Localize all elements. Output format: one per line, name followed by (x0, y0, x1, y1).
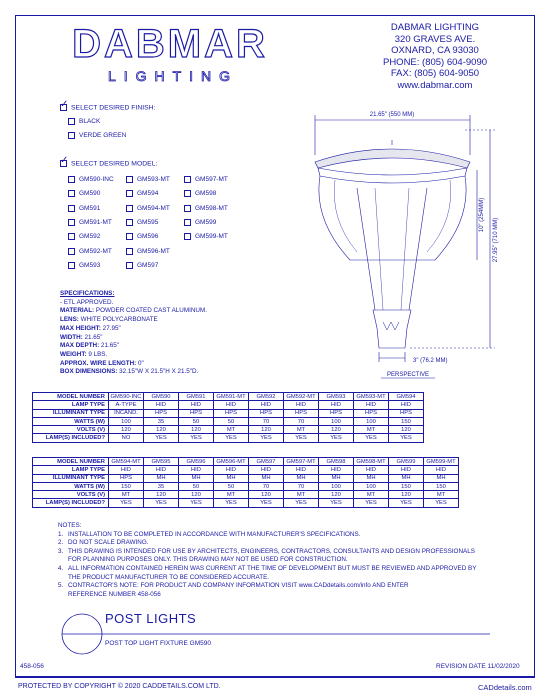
finish-title-label: SELECT DESIRED FINISH: (71, 104, 156, 112)
table-cell: GM596-MT (214, 458, 249, 466)
specs-material (60, 307, 300, 316)
table-cell: HID (214, 466, 249, 474)
model-option-label: GM594-MT (137, 204, 170, 212)
row-label: ILLUMINANT TYPE (33, 409, 109, 417)
checkbox[interactable] (126, 248, 133, 255)
table-cell: YES (214, 499, 249, 507)
model-option[interactable] (184, 205, 228, 212)
table-cell: 50 (214, 417, 249, 425)
table-cell: 100 (354, 482, 389, 490)
note-text: FOR PLANNING PURPOSES ONLY. THIS DRAWING MAY NOT BE USED FOR CONSTRUCTION. (68, 556, 348, 564)
specs-value: POWDER COATED CAST ALUMINUM. (94, 307, 207, 315)
note-text: THE PRODUCT MANUFACTURER TO BE CONSIDERED ACCURATE. (68, 573, 270, 581)
table-cell: HID (249, 401, 284, 409)
row-label: VOLTS (V) (33, 426, 109, 434)
table-cell: GM599-MT (424, 458, 459, 466)
specs-box-dimensions (60, 368, 300, 377)
model-title (60, 160, 157, 167)
model-option-label: GM597 (137, 262, 159, 270)
table-cell: 50 (179, 482, 214, 490)
table-cell: 35 (144, 417, 179, 425)
table-cell: GM591 (179, 393, 214, 401)
table-cell: 120 (319, 491, 354, 499)
fixture-globe-inner (334, 180, 451, 252)
model-option[interactable] (184, 176, 228, 183)
model-option[interactable] (68, 205, 100, 212)
globe-dimension-label: 10" (254MM) (479, 197, 485, 233)
specs-lens (60, 316, 300, 325)
checkbox[interactable] (184, 233, 191, 240)
specs-max-height (60, 325, 300, 334)
specs-key: WIDTH: (60, 333, 83, 341)
checkbox[interactable] (126, 176, 133, 183)
table-cell: HID (389, 401, 424, 409)
table-cell: MT (284, 491, 319, 499)
table-cell: HPS (389, 409, 424, 417)
table-cell: YES (319, 434, 354, 442)
note-text: THIS DRAWING IS INTENDED FOR USE BY ARCHITECTS, ENGINEERS, CONTRACTORS, CONSULTANTS AND DESIGN PROFESSIONALS (68, 547, 475, 555)
fixture-band (318, 168, 467, 183)
table-cell: MT (284, 426, 319, 434)
checkbox[interactable] (68, 205, 75, 212)
table-cell: 120 (319, 426, 354, 434)
table-cell: HID (144, 401, 179, 409)
table-cell: HID (424, 466, 459, 474)
note-text: INSTALLATION TO BE COMPLETED IN ACCORDANCE WITH MANUFACTURER'S SPECIFICATIONS. (68, 530, 361, 538)
table-cell: YES (424, 499, 459, 507)
table-cell: HID (214, 401, 249, 409)
table-cell: 100 (319, 482, 354, 490)
specs-key: WEIGHT: (60, 350, 87, 358)
model-option[interactable] (68, 248, 112, 255)
row-label: LAMP TYPE (33, 466, 109, 474)
table-cell: MT (424, 491, 459, 499)
note-item (58, 574, 498, 583)
table-cell: MH (424, 474, 459, 482)
model-option-label: GM593 (79, 262, 101, 270)
specs-weight (60, 351, 300, 360)
table-cell: HPS (179, 409, 214, 417)
model-table-1 (32, 392, 424, 443)
table-cell: YES (354, 434, 389, 442)
table-cell: HID (179, 466, 214, 474)
specs-value: 27.95" (100, 324, 121, 332)
model-option-label: GM599-MT (195, 233, 228, 241)
table-cell: YES (284, 499, 319, 507)
model-option[interactable] (126, 219, 158, 226)
checkbox[interactable] (68, 176, 75, 183)
checkbox[interactable] (184, 176, 191, 183)
table-cell: GM596 (179, 458, 214, 466)
fixture-arms-inner (375, 188, 409, 310)
table-cell: YES (179, 434, 214, 442)
table-cell: MH (214, 474, 249, 482)
checkbox[interactable] (68, 248, 75, 255)
table-cell: MH (284, 474, 319, 482)
table-cell: MH (389, 474, 424, 482)
checkbox[interactable] (126, 205, 133, 212)
model-option-label: GM598 (195, 190, 217, 198)
table-cell: YES (109, 499, 144, 507)
table-cell: GM591-MT (214, 393, 249, 401)
specs-heading: SPECIFICATIONS: (60, 290, 115, 297)
table-cell: YES (284, 434, 319, 442)
table-cell: HID (109, 466, 144, 474)
specs-value: 21.65" (99, 342, 119, 350)
model-option[interactable] (184, 233, 228, 240)
model-option-label: GM590 (79, 190, 101, 198)
table-cell: GM598 (319, 458, 354, 466)
model-option-label: GM592 (79, 233, 101, 241)
table-cell: HPS (249, 409, 284, 417)
model-table-2 (32, 457, 459, 508)
checkbox[interactable] (184, 190, 191, 197)
model-option-label: GM591 (79, 204, 101, 212)
reference-number: 458-056 (20, 663, 44, 670)
fixture-arms (357, 188, 427, 310)
row-label: WATTS (W) (33, 417, 109, 425)
fixture-base-detail (383, 322, 399, 330)
table-row (33, 417, 424, 425)
note-item (58, 565, 498, 574)
model-option[interactable] (184, 190, 216, 197)
finish-option-verde-green[interactable] (68, 132, 126, 139)
table-cell: HID (144, 466, 179, 474)
table-cell: YES (144, 434, 179, 442)
specifications (60, 290, 300, 377)
model-option-label: GM591-MT (79, 219, 112, 227)
table-cell: INCAND. (109, 409, 144, 417)
width-dimension-label: 21.65" (550 MM) (369, 112, 415, 118)
table-cell: 150 (109, 482, 144, 490)
footer-rule (15, 677, 535, 678)
row-label: WATTS (W) (33, 482, 109, 490)
note-number (58, 556, 68, 565)
model-option-label: GM598-MT (195, 204, 228, 212)
base-dimension-label: 3" (76.2 MM) (413, 358, 448, 364)
table-cell: 120 (249, 426, 284, 434)
table-cell: 120 (249, 491, 284, 499)
table-cell: MH (249, 474, 284, 482)
model-option-label: GM599 (195, 219, 217, 227)
specs-wire-length (60, 360, 300, 369)
table-cell: YES (249, 434, 284, 442)
table-cell: HPS (354, 409, 389, 417)
row-label: LAMP(S) INCLUDED? (33, 434, 109, 442)
table-row (33, 426, 424, 434)
row-label: MODEL NUMBER (33, 393, 109, 401)
fixture-cap (315, 149, 470, 168)
row-label: LAMP(S) INCLUDED? (33, 499, 109, 507)
checkbox[interactable] (126, 262, 133, 269)
table-row (33, 393, 424, 401)
table-cell: GM593 (319, 393, 354, 401)
table-cell: YES (249, 499, 284, 507)
table-cell: 150 (424, 482, 459, 490)
model-option-label: GM596-MT (137, 247, 170, 255)
model-option-label: GM596 (137, 233, 159, 241)
table-cell: HID (179, 401, 214, 409)
table-cell: HID (319, 401, 354, 409)
table-cell: GM594-MT (109, 458, 144, 466)
table-cell: GM597 (249, 458, 284, 466)
table-cell: MH (144, 474, 179, 482)
note-number: 2. (58, 539, 64, 547)
finish-option-label: BLACK (79, 118, 101, 126)
table-cell: YES (354, 499, 389, 507)
note-text: CONTRACTOR'S NOTE: FOR PRODUCT AND COMPANY INFORMATION VISIT www.CADdetails.com/info AND ENTER (68, 582, 409, 590)
table-row (33, 491, 459, 499)
table-cell: GM593-MT (354, 393, 389, 401)
table-cell: 120 (144, 426, 179, 434)
table-cell: YES (179, 499, 214, 507)
table-cell: GM595 (144, 458, 179, 466)
specs-width (60, 334, 300, 343)
checkbox[interactable] (68, 190, 75, 197)
table-cell: MT (214, 426, 249, 434)
table-cell: YES (389, 434, 424, 442)
table-cell: MH (179, 474, 214, 482)
table-cell: HID (284, 466, 319, 474)
checkbox[interactable] (68, 118, 75, 125)
revision-date: REVISION DATE 11/02/2020 (436, 663, 520, 670)
table-cell: NO (109, 434, 144, 442)
model-option[interactable] (68, 233, 100, 240)
table-cell: GM590 (144, 393, 179, 401)
table-cell: HPS (284, 409, 319, 417)
model-option-label: GM594 (137, 190, 159, 198)
copyright-notice: PROTECTED BY COPYRIGHT © 2020 CADDETAILS.COM LTD. (18, 683, 221, 690)
finish-option-label: VERDE GREEN (79, 132, 127, 140)
row-label: LAMP TYPE (33, 401, 109, 409)
specs-value: 32.15"W X 21.5"H X 21.5"D. (117, 368, 199, 376)
note-item (58, 582, 498, 591)
table-cell: MT (354, 491, 389, 499)
company-address-2: OXNARD, CA 93030 (391, 45, 479, 56)
table-cell: MT (109, 491, 144, 499)
model-option[interactable] (68, 262, 100, 269)
note-item (58, 556, 498, 565)
specs-key: LENS: (60, 316, 79, 324)
model-option[interactable] (68, 219, 112, 226)
table-row (33, 474, 459, 482)
specs-key: MATERIAL: (60, 307, 95, 315)
table-cell: 35 (144, 482, 179, 490)
checkbox[interactable] (126, 233, 133, 240)
model-option[interactable] (126, 205, 170, 212)
model-title-label: SELECT DESIRED MODEL: (71, 160, 158, 168)
note-text: ALL INFORMATION CONTAINED HEREIN WAS CURRENT AT THE TIME OF DEVELOPMENT BUT MUST BE REVIEWED AND APPROVED BY (68, 564, 477, 572)
checkbox[interactable] (126, 219, 133, 226)
company-info (330, 22, 540, 91)
company-name: DABMAR LIGHTING (390, 22, 480, 33)
table-cell: GM590-INC (109, 393, 144, 401)
model-option-label: GM593-MT (137, 176, 170, 184)
model-option[interactable] (126, 233, 158, 240)
table-cell: 70 (284, 417, 319, 425)
checkbox[interactable] (184, 219, 191, 226)
table-row (33, 458, 459, 466)
note-item (58, 531, 498, 540)
table-cell: HID (354, 401, 389, 409)
model-option[interactable] (184, 219, 216, 226)
model-option[interactable] (68, 190, 100, 197)
height-dimension-label: 27.95" (710 MM) (493, 217, 499, 263)
table-cell: GM598-MT (354, 458, 389, 466)
checkbox[interactable] (68, 233, 75, 240)
row-label: ILLUMINANT TYPE (33, 474, 109, 482)
notes-title: NOTES: (58, 522, 82, 529)
table-cell: GM594 (389, 393, 424, 401)
note-item (58, 591, 498, 600)
table-cell: HID (389, 466, 424, 474)
dabmar-logo-sub: LIGHTING (107, 68, 239, 84)
table-cell: YES (214, 434, 249, 442)
note-text: REFERENCE NUMBER 458-056 (68, 590, 161, 598)
finish-title (60, 104, 155, 111)
model-option-label: GM592-MT (79, 247, 112, 255)
note-number (58, 574, 68, 583)
model-option-label: GM597-MT (195, 176, 228, 184)
table-cell: 120 (179, 426, 214, 434)
table-cell: YES (144, 499, 179, 507)
perspective-label: PERSPECTIVE (386, 372, 430, 378)
checkbox[interactable] (126, 190, 133, 197)
table-cell: 50 (179, 417, 214, 425)
specs-value: 0" (136, 359, 144, 367)
model-option-label: GM595 (137, 219, 159, 227)
fixture-perspective-drawing (295, 100, 525, 390)
table-cell: A-TYPE (109, 401, 144, 409)
table-cell: HID (354, 466, 389, 474)
table-row (33, 434, 424, 442)
specs-key: MAX HEIGHT: (60, 324, 101, 332)
table-cell: MH (319, 474, 354, 482)
checkbox[interactable] (184, 205, 191, 212)
table-cell: GM597-MT (284, 458, 319, 466)
model-option[interactable] (126, 176, 170, 183)
model-option[interactable] (126, 190, 158, 197)
specs-value: 9 LBS. (86, 350, 108, 358)
table-cell: 50 (214, 482, 249, 490)
note-number: 3. (58, 547, 64, 555)
table-cell: HID (284, 401, 319, 409)
table-row (33, 401, 424, 409)
specs-key: MAX DEPTH: (60, 342, 100, 350)
specs-key: APPROX. WIRE LENGTH: (60, 359, 137, 367)
table-cell: 70 (249, 417, 284, 425)
model-option[interactable] (126, 262, 158, 269)
finish-title-checkbox[interactable] (60, 104, 67, 111)
drawing-subtitle: POST TOP LIGHT FIXTURE GM590 (105, 640, 211, 647)
table-cell: YES (319, 499, 354, 507)
table-row (33, 409, 424, 417)
model-option[interactable] (68, 176, 114, 183)
table-cell: 120 (109, 426, 144, 434)
specs-max-depth (60, 342, 300, 351)
row-label: VOLTS (V) (33, 491, 109, 499)
caddetails-link[interactable]: CADdetails.com (478, 683, 532, 692)
note-text: DO NOT SCALE DRAWING. (68, 539, 149, 547)
row-label: MODEL NUMBER (33, 458, 109, 466)
company-website[interactable]: www.dabmar.com (397, 79, 473, 91)
checkbox[interactable] (68, 132, 75, 139)
table-cell: 120 (389, 491, 424, 499)
fixture-base (373, 310, 411, 348)
specs-value: 21.65" (82, 333, 103, 341)
specs-value: WHITE POLYCARBONATE (78, 316, 158, 324)
company-address-1: 320 GRAVES AVE. (394, 33, 476, 45)
table-cell: MH (354, 474, 389, 482)
checkbox[interactable] (68, 219, 75, 226)
table-cell: HID (249, 466, 284, 474)
model-option-label: GM590-INC (79, 176, 114, 184)
specs-key: BOX DIMENSIONS: (60, 368, 118, 376)
table-cell: GM592-MT (284, 393, 319, 401)
note-number (58, 591, 68, 600)
table-cell: 120 (144, 491, 179, 499)
model-title-checkbox[interactable] (60, 160, 67, 167)
table-row (33, 499, 459, 507)
company-fax: FAX: (805) 604-9050 (390, 68, 480, 79)
table-cell: 120 (179, 491, 214, 499)
table-cell: 100 (109, 417, 144, 425)
notes-list (58, 531, 498, 600)
specs-etl: - ETL APPROVED. (60, 298, 114, 306)
note-number: 1. (58, 530, 64, 538)
finish-option-black[interactable] (68, 118, 100, 125)
drawing-title: POST LIGHTS (105, 611, 197, 626)
table-cell: 120 (389, 426, 424, 434)
table-cell: 100 (319, 417, 354, 425)
table-cell: HPS (319, 409, 354, 417)
table-cell: GM599 (389, 458, 424, 466)
note-number: 5. (58, 582, 64, 590)
table-cell: 100 (354, 417, 389, 425)
table-cell: HPS (214, 409, 249, 417)
checkbox[interactable] (68, 262, 75, 269)
company-phone: PHONE: (805) 604-9090 (382, 56, 488, 68)
table-cell: YES (389, 499, 424, 507)
note-number: 4. (58, 564, 64, 572)
note-item (58, 539, 498, 548)
fixture-globe (319, 176, 466, 260)
table-cell: HPS (144, 409, 179, 417)
table-cell: HPS (109, 474, 144, 482)
table-cell: MT (354, 426, 389, 434)
model-option[interactable] (126, 248, 170, 255)
table-cell: MT (214, 491, 249, 499)
table-cell: 150 (389, 482, 424, 490)
dabmar-logo: DABMAR (72, 22, 268, 66)
table-cell: HID (319, 466, 354, 474)
notes (58, 522, 498, 599)
table-row (33, 466, 459, 474)
table-row (33, 482, 459, 490)
table-cell: 150 (389, 417, 424, 425)
note-item (58, 548, 498, 557)
table-cell: GM592 (249, 393, 284, 401)
table-cell: 70 (284, 482, 319, 490)
table-cell: 70 (249, 482, 284, 490)
